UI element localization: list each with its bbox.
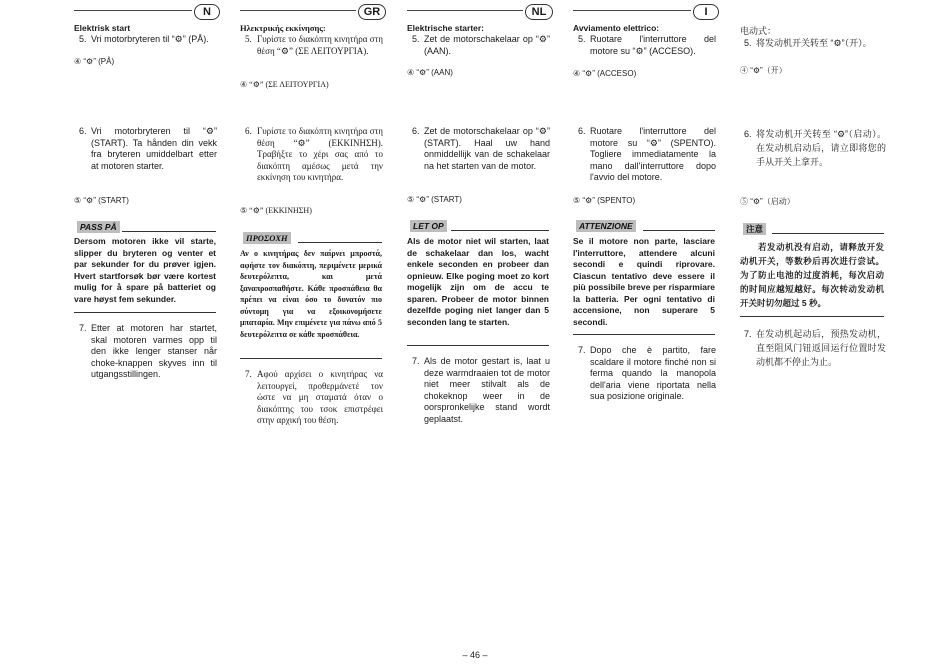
caption-4: ④ “⚙”（开） (740, 66, 787, 75)
header-rule (407, 10, 523, 11)
note-label: ΠΡΟΣΟΧΗ (243, 232, 291, 244)
step-5 (744, 38, 886, 50)
step-6 (245, 126, 383, 184)
column-greek (240, 0, 384, 640)
column-italian (573, 0, 717, 640)
note-text: Se il motore non parte, lasciare l'interruttore, attendere alcuni secondi e quindi riprovare. Ciascun tentativo deve essere il più possibile breve per risparmiare la batteria. Per ogni tentativo di accensione, non superare 5 secondi. (573, 236, 715, 327)
step-5 (412, 34, 550, 57)
note-rule-bottom (74, 312, 216, 313)
language-badge: GR (358, 4, 386, 20)
note-rule-bottom (407, 345, 549, 346)
step-7 (744, 327, 886, 369)
step-number: 5. (245, 34, 252, 44)
step-text: Als de motor gestart is, laat u deze warmdraaien tot de motor niet meer stilvalt als de chokeknop weer in de oorspronkelijke stand wordt geplaatst. (424, 356, 550, 424)
section-title: Elektrische starter: (407, 23, 485, 33)
step-number: 6. (245, 126, 252, 136)
step-number: 6. (744, 129, 752, 139)
step-number: 7. (245, 369, 252, 379)
note-rule (451, 230, 549, 231)
step-text: Dopo che è partito, fare scaldare il motore finché non si ferma quando la manopola dell'aria viene riportata nella sua posizione originale. (590, 345, 716, 401)
caption-4: ④ “⚙” (AAN) (407, 68, 453, 77)
step-text: Ruotare l'interruttore del motore su “⚙” (SPENTO). Togliere immediatamente la mano dall'interruttore dopo l'avvio del motore. (590, 126, 716, 182)
step-text: Αφού αρχίσει ο κινητήρας να λειτουργεί, προθερμάνετέ τον ώστε να μη σταματά όταν ο διακόπτης του τσοκ επιστρέφει στην αρχική του θέση. (257, 369, 383, 425)
step-text: Zet de motorschakelaar op “⚙” (START). Haal uw hand onmiddellijk van de schakelaar na het starten van de motor. (424, 126, 550, 171)
step-text: 将发动机开关转至 “⚙”（启动）。在发动机启动后，请立即将您的手从开关上拿开。 (756, 129, 886, 167)
note-text: 若发动机没有启动，请释放开发动机开关，等数秒后再次进行尝试。为了防止电池的过度消耗，每次启动的时间应越短越好。每次转动发动机开关时切勿超过 5 秒。 (740, 242, 884, 308)
step-number: 5. (578, 34, 586, 44)
note-rule (643, 230, 715, 231)
step-number: 6. (79, 126, 87, 136)
step-number: 6. (578, 126, 586, 136)
section-title: Ηλεκτρικής εκκίνησης: (240, 23, 326, 33)
section-title: 电动式： (740, 26, 777, 36)
language-badge: I (693, 4, 719, 20)
caption-5: ⑤ “⚙” (ΕΚΚΙΝΗΣΗ) (240, 206, 312, 215)
step-6 (578, 126, 716, 184)
note-rule-bottom (240, 358, 382, 359)
step-5 (79, 34, 217, 46)
step-text: 在发动机起动后，预热发动机，直至阻风门钮返回运行位置时发动机都不停止为止。 (756, 329, 886, 367)
caption-5: ⑤ “⚙” (START) (74, 196, 129, 205)
step-number: 7. (412, 356, 420, 366)
note-rule-bottom (740, 316, 884, 317)
note-rule (122, 231, 216, 232)
step-7 (578, 345, 716, 403)
caption-5: ⑤ “⚙” (START) (407, 195, 462, 204)
language-badge: N (194, 4, 220, 20)
step-6 (744, 127, 886, 169)
step-text: Ruotare l'interruttore del motore su “⚙” (ACCESO). (590, 34, 716, 56)
step-number: 7. (744, 329, 752, 339)
step-text: Γυρίστε το διακόπτη κινητήρα στη θέση “⚙” (ΣΕ ΛΕΙΤΟΥΡΓΙΑ). (257, 34, 383, 56)
step-number: 5. (79, 34, 87, 44)
step-6 (79, 126, 217, 172)
step-text: 将发动机开关转至 “⚙”（开）。 (756, 38, 872, 48)
language-badge: NL (525, 4, 553, 20)
step-number: 7. (578, 345, 586, 355)
step-7 (245, 369, 383, 427)
note-label: ATTENZIONE (576, 220, 636, 232)
step-text: Vri motorbryteren til “⚙” (PÅ). (91, 34, 209, 44)
header-rule (240, 10, 356, 11)
column-norwegian (74, 0, 218, 640)
note-text: Als de motor niet wil starten, laat de schakelaar dan los, wacht enkele seconden en probeer dan opnieuw. Elke poging moet zo kort mogelijk zijn om de accu te sparen. Probeer de motor binnen dezelfde poging niet langer dan 5 seconden lang te starten. (407, 236, 549, 327)
step-number: 5. (744, 38, 752, 48)
column-chinese (740, 0, 886, 640)
header-rule (573, 10, 691, 11)
step-number: 5. (412, 34, 420, 44)
step-text: Etter at motoren har startet, skal motoren varmes opp til den ikke lenger stanser når choke-knappen skyves inn til utgangsstillingen. (91, 323, 217, 379)
note-text: Αν ο κινητήρας δεν παίρνει μπροστά, αφήστε τον διακόπτη, περιμένετε μερικά δευτερόλεπτα, και μετά ξαναπροσπαθήστε. Κάθε προσπάθεια θα πρέπει να είναι όσο το δυνατόν πιο σύντομη για να εξοικονομήσετε μπαταρία. Μην επιμένετε για πάνω από 5 δευτερόλεπτα σε κάθε προσπάθεια. (240, 249, 382, 339)
caption-4: ④ “⚙” (ΣΕ ΛΕΙΤΟΥΡΓΙΑ) (240, 80, 329, 89)
section-title: Elektrisk start (74, 23, 131, 33)
step-7 (412, 356, 550, 425)
step-text: Γυρίστε το διακόπτη κινητήρα στη θέση “⚙” (ΕΚΚΙΝΗΣΗ). Τραβήξτε το χέρι σας από το διακόπτη αμέσως μετά την εκκίνηση του κινητήρα. (257, 126, 383, 182)
note-label: 注意 (743, 223, 766, 235)
page-number: – 46 – (462, 650, 488, 660)
header-rule (74, 10, 192, 11)
note-rule (772, 233, 884, 234)
note-label: LET OP (410, 220, 447, 232)
step-5 (578, 34, 716, 57)
step-text: Vri motorbryteren til “⚙” (START). Ta hånden din vekk fra bryteren umiddelbart etter at motoren starter. (91, 126, 217, 171)
note-rule-bottom (573, 334, 715, 335)
caption-4: ④ “⚙” (PÅ) (74, 57, 115, 66)
column-dutch (407, 0, 551, 640)
step-text: Zet de motorschakelaar op “⚙” (AAN). (424, 34, 550, 56)
step-6 (412, 126, 550, 172)
step-5 (245, 34, 383, 57)
step-number: 6. (412, 126, 420, 136)
caption-5: ⑤ “⚙”（启动） (740, 197, 795, 206)
note-rule (298, 242, 382, 243)
note-text: Dersom motoren ikke vil starte, slipper du bryteren og venter et par sekunder for du prøver igjen. Hvert startforsøk bør være kortest mulig for å spare på batteriet og vare høyst fem sekunder. (74, 236, 216, 304)
caption-5: ⑤ “⚙” (SPENTO) (573, 196, 636, 205)
step-7 (79, 323, 217, 381)
note-label: PASS PÅ (77, 221, 120, 233)
section-title: Avviamento elettrico: (573, 23, 660, 33)
caption-4: ④ “⚙” (ACCESO) (573, 69, 637, 78)
step-number: 7. (79, 323, 87, 333)
